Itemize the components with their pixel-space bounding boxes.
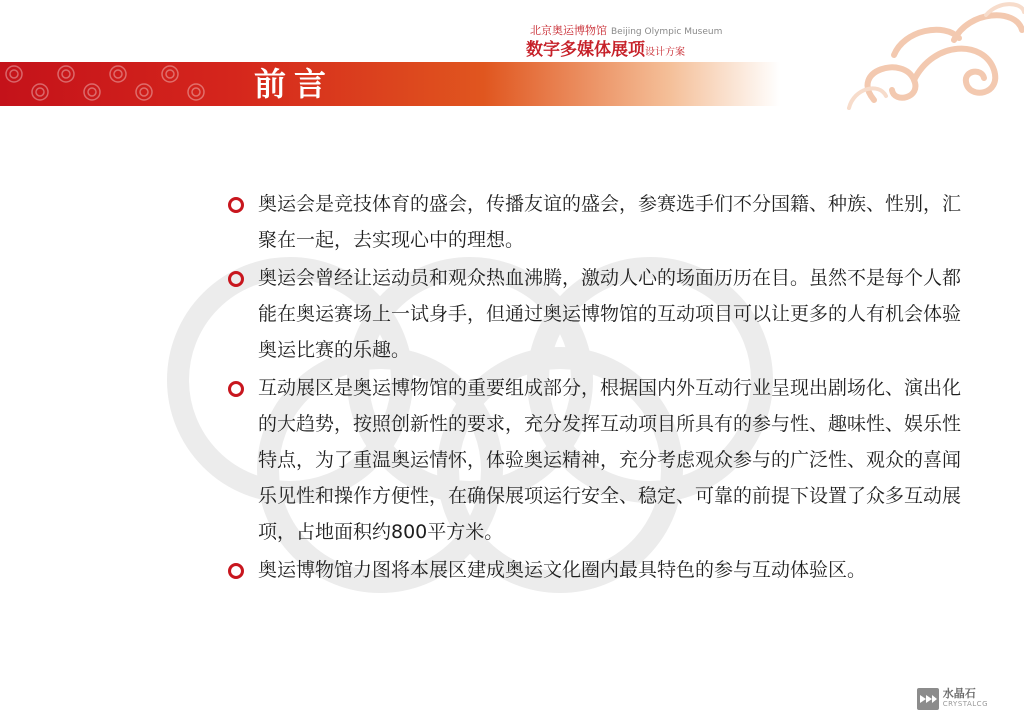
logo-text-en: CRYSTALCG (942, 700, 988, 708)
paragraph-1 (228, 186, 968, 258)
crystal-logo-icon (917, 688, 939, 710)
circle-bullet-icon (228, 563, 244, 579)
paragraph-text: 奥运会是竞技体育的盛会，传播友谊的盛会，参赛选手们不分国籍、种族、性别，汇聚在一起，去实现心中的理想。 (258, 193, 962, 251)
auspicious-cloud-decoration (754, 0, 1024, 110)
paragraph-2 (228, 260, 968, 368)
circle-bullet-icon (228, 271, 244, 287)
circle-bullet-icon (228, 381, 244, 397)
project-title-suffix: 设计方案 (645, 47, 685, 58)
cloud-pattern (0, 62, 240, 106)
circle-bullet-icon (228, 197, 244, 213)
paragraph-4 (228, 552, 968, 588)
logo-text-cn: 水晶石 (942, 687, 976, 700)
museum-name-en: Beijing Olympic Museum (611, 27, 723, 37)
project-title (526, 40, 685, 63)
museum-name-cn: 北京奥运博物馆 (530, 24, 607, 37)
paragraph-text: 互动展区是奥运博物馆的重要组成部分，根据国内外互动行业呈现出剧场化、演出化的大趋势，按照创新性的要求，充分发挥互动项目所具有的参与性、趣味性、娱乐性特点，为了重温奥运情怀，体验奥运精神，充分考虑观众参与的广泛性、观众的喜闻乐见性和操作方便性，在确保展项运行安全、稳定、可靠的前提下设置了众多互动展项，占地面积约800平方米。 (258, 377, 962, 543)
museum-name (530, 24, 722, 39)
paragraph-text: 奥运博物馆力图将本展区建成奥运文化圈内最具特色的参与互动体验区。 (258, 559, 867, 581)
paragraph-3 (228, 370, 968, 550)
company-logo (917, 688, 988, 710)
preface-content (228, 186, 968, 590)
section-banner (0, 62, 780, 106)
section-title: 前言 (254, 65, 335, 103)
paragraph-text: 奥运会曾经让运动员和观众热血沸腾，激动人心的场面历历在目。虽然不是每个人都能在奥运赛场上一试身手，但通过奥运博物馆的互动项目可以让更多的人有机会体验奥运比赛的乐趣。 (258, 267, 962, 361)
project-title-main: 数字多媒体展项 (526, 40, 645, 60)
